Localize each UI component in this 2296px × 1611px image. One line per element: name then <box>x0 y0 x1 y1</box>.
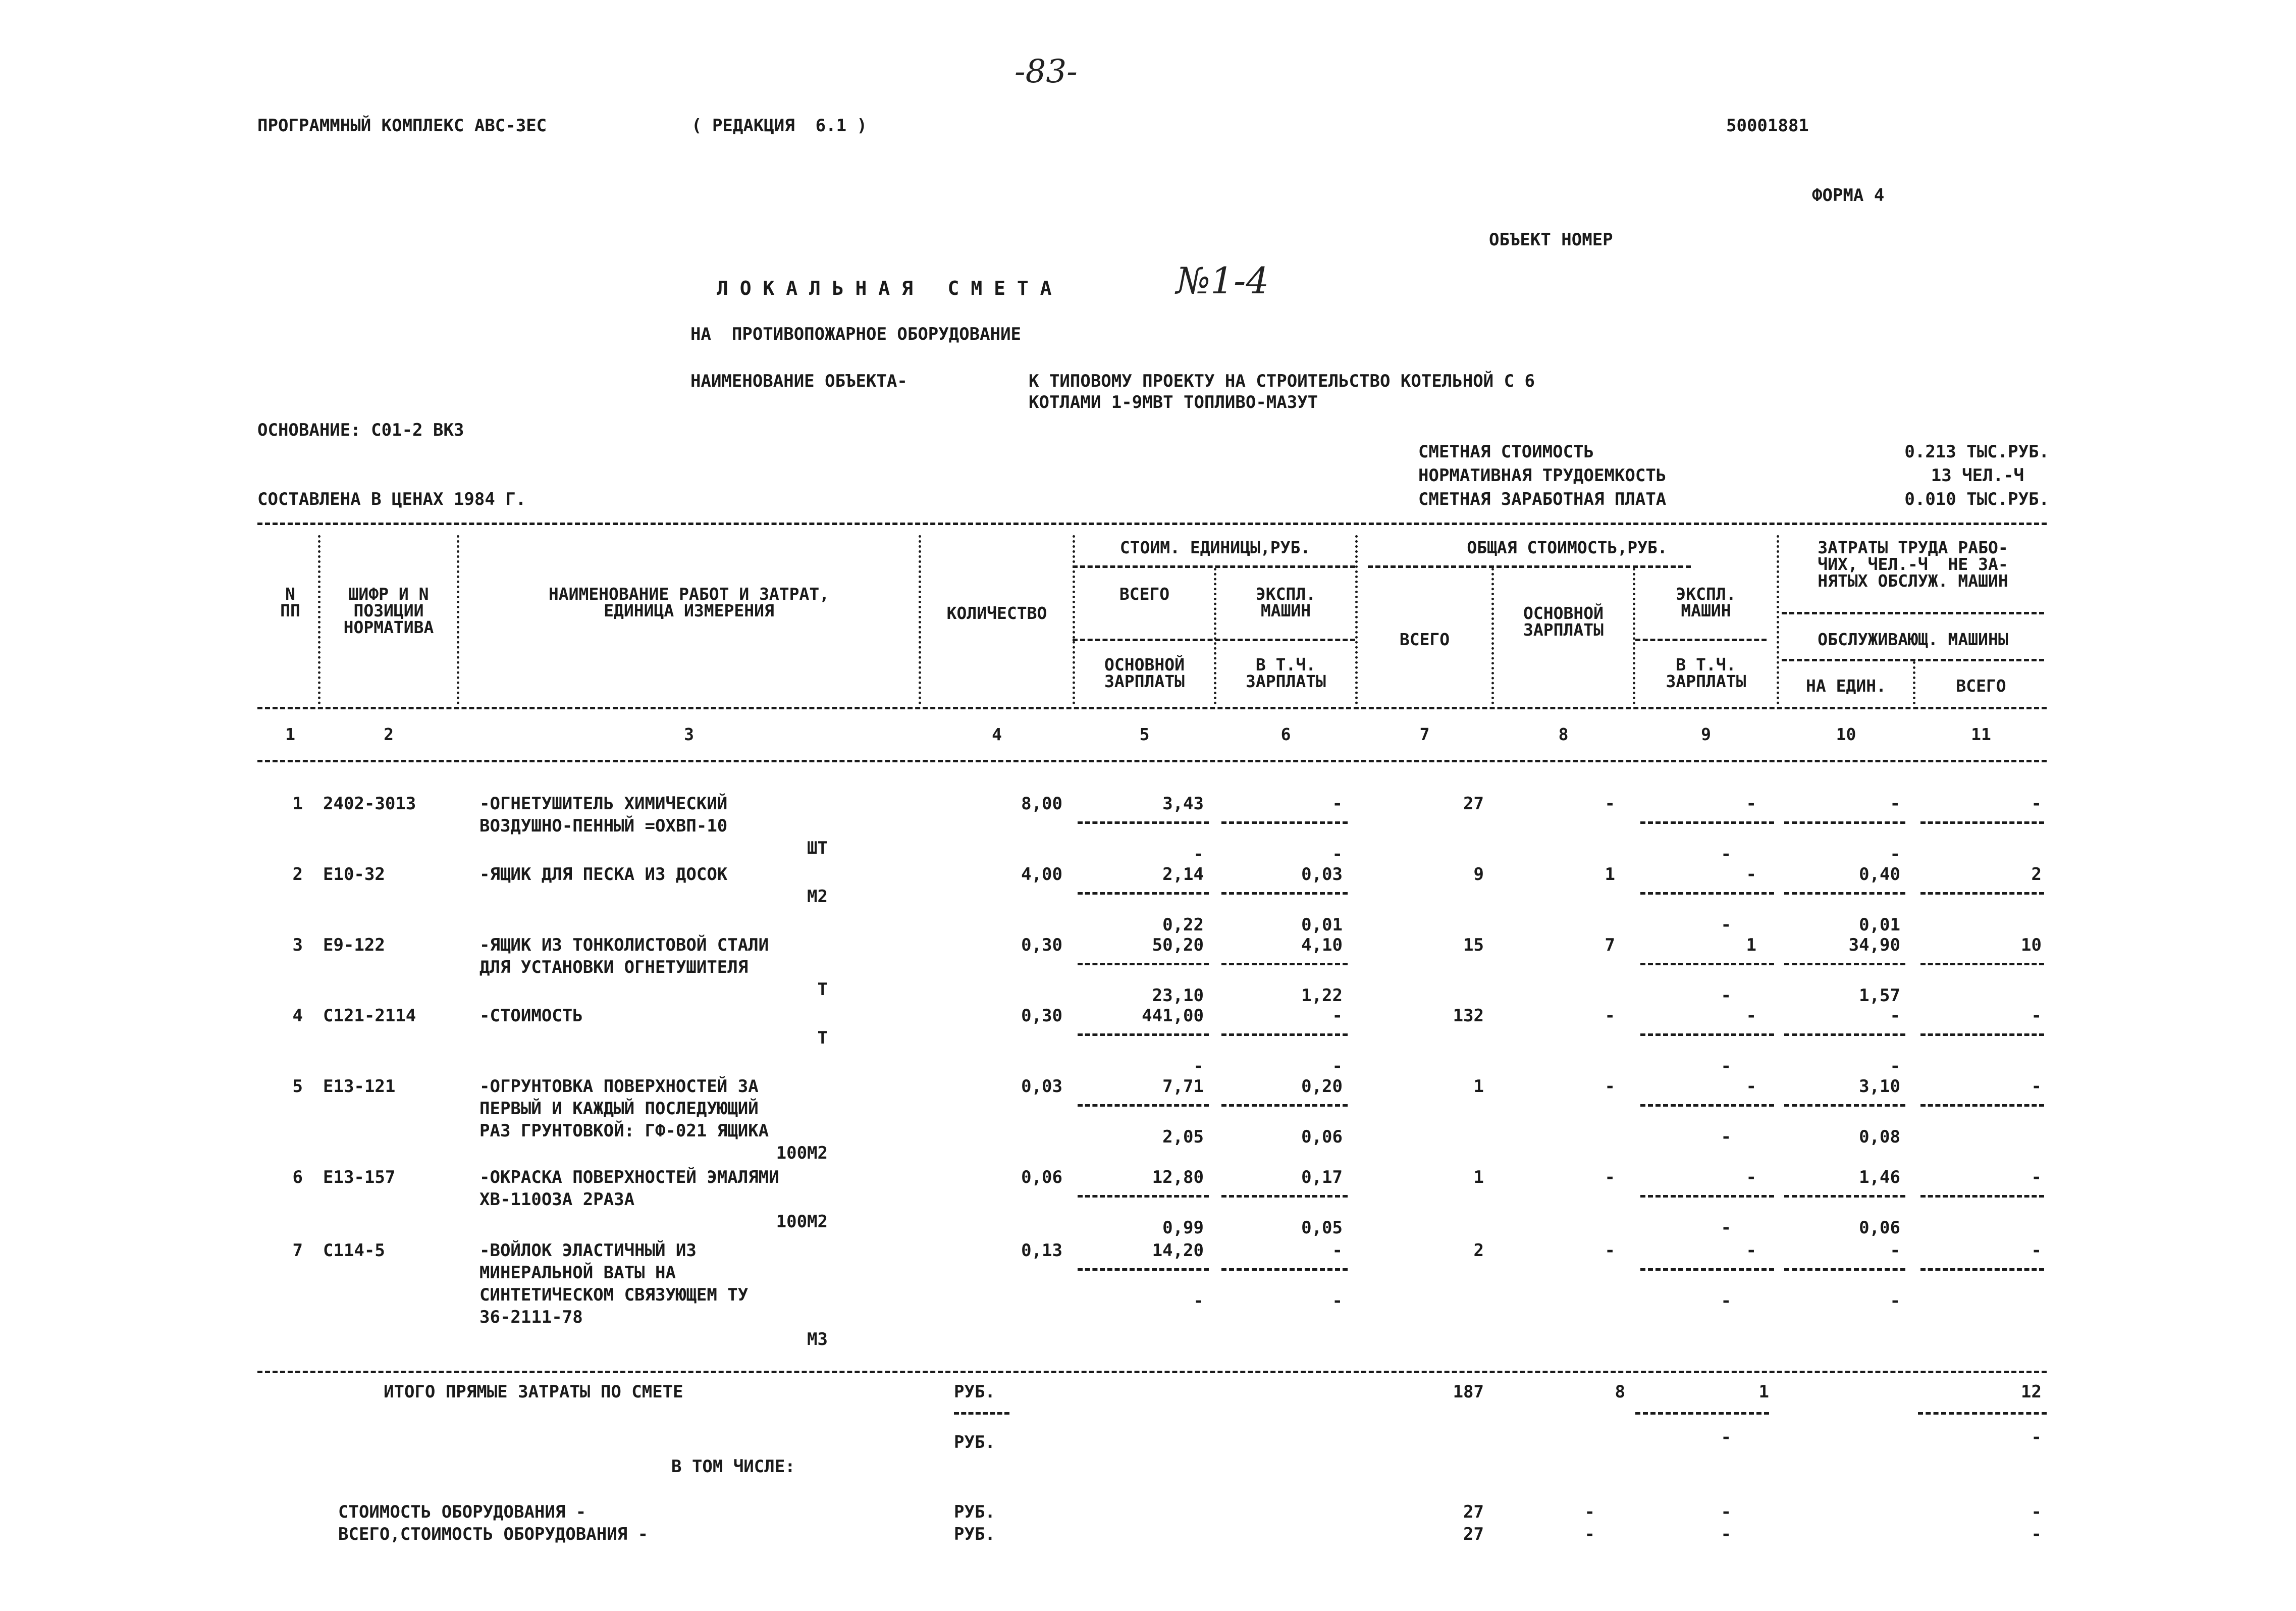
row-unit: 100М2 <box>776 1212 828 1232</box>
row-quantity: 0,13 <box>1021 1240 1062 1261</box>
row-col8-wage: - <box>1605 1167 1615 1187</box>
total-equipment-col7: 27 <box>1463 1524 1484 1544</box>
totals-col9: 1 <box>1758 1382 1769 1402</box>
col-header-name: НАИМЕНОВАНИЕ РАБОТ И ЗАТРАТ, ЕДИНИЦА ИЗМЕРЕНИЯ <box>548 584 830 620</box>
row-col11-total: - <box>2031 1006 2042 1026</box>
group-header-unit-cost: СТОИМ. ЕДИНИЦЫ,РУБ. <box>1119 538 1311 557</box>
row-col7-total: 1 <box>1473 1167 1484 1187</box>
cell-underline <box>1078 892 1209 895</box>
cell-underline <box>1078 1268 1209 1271</box>
row-col10-unit: - <box>1890 794 1900 814</box>
header-bottom-rule <box>257 707 2047 709</box>
row-col9-wage: - <box>1721 1218 1731 1238</box>
handwritten-estimate-number: №1-4 <box>1176 259 1269 302</box>
cell-underline <box>1920 963 2044 965</box>
row-col9-wage: - <box>1721 844 1731 864</box>
cell-underline <box>1784 963 1905 965</box>
row-number: 6 <box>292 1167 303 1187</box>
cell-underline <box>1078 1195 1209 1198</box>
row-col10-unit: - <box>1890 1006 1900 1026</box>
totals-label: ИТОГО ПРЯМЫЕ ЗАТРАТЫ ПО СМЕТЕ <box>384 1382 683 1402</box>
row-name-line: -СТОИМОСТЬ <box>479 1006 583 1026</box>
including-label: В ТОМ ЧИСЛЕ: <box>671 1457 795 1477</box>
row-col9-machines: - <box>1746 1167 1756 1187</box>
cell-underline <box>1920 892 2044 895</box>
col-header-6a: ЭКСПЛ. МАШИН <box>1255 584 1316 620</box>
row-col5-total: 7,71 <box>1162 1076 1204 1097</box>
cell-underline <box>1640 821 1774 824</box>
col-header-8: ОСНОВНОЙ ЗАРПЛАТЫ <box>1523 603 1604 640</box>
row-col6-machines: 0,20 <box>1301 1076 1343 1097</box>
totals-unit: РУБ. <box>954 1382 995 1402</box>
row-name-line: ВОЗДУШНО-ПЕННЫЙ =ОХВП-10 <box>479 816 728 836</box>
row-col5-wage: - <box>1193 1056 1204 1076</box>
row-col9-wage: - <box>1721 915 1731 935</box>
row-name-line: -ОКРАСКА ПОВЕРХНОСТЕЙ ЭМАЛЯМИ <box>479 1167 779 1187</box>
row-name-line: ПЕРВЫЙ И КАЖДЫЙ ПОСЛЕДУЮЩИЙ <box>479 1099 759 1119</box>
row-code: Е9-122 <box>323 935 385 955</box>
cell-underline <box>1784 1104 1905 1107</box>
row-col10-unit: 1,46 <box>1859 1167 1900 1187</box>
row-col11-total: - <box>2031 794 2042 814</box>
basis-line: ОСНОВАНИЕ: С01-2 ВК3 <box>257 420 464 440</box>
row-col10-unit-2: 0,06 <box>1859 1218 1900 1238</box>
total-equipment-label: ВСЕГО,СТОИМОСТЬ ОБОРУДОВАНИЯ - <box>338 1524 649 1544</box>
object-name-label: НАИМЕНОВАНИЕ ОБЪЕКТА- <box>690 371 907 391</box>
group-header-labor: ЗАТРАТЫ ТРУДА РАБО- ЧИХ, ЧЕЛ.-Ч НЕ ЗА- НЯТЫХ ОБСЛУЖ. МАШИН <box>1818 538 2008 591</box>
col-number: 9 <box>1701 724 1711 744</box>
row-col10-unit-2: 0,08 <box>1859 1127 1900 1147</box>
row-name-line: РАЗ ГРУНТОВКОЙ: ГФ-021 ЯЩИКА <box>479 1121 769 1141</box>
col-number: 1 <box>285 724 295 744</box>
cell-underline <box>1920 1268 2044 1271</box>
row-unit: М3 <box>807 1329 828 1349</box>
row-col5-wage: 2,05 <box>1162 1127 1204 1147</box>
col-header-11: ВСЕГО <box>1956 676 2006 696</box>
row-col11-total: - <box>2031 1240 2042 1261</box>
col-number: 5 <box>1139 724 1150 744</box>
row-number: 3 <box>292 935 303 955</box>
software-edition: ( РЕДАКЦИЯ 6.1 ) <box>691 116 867 136</box>
row-col7-total: 15 <box>1463 935 1484 955</box>
cell-underline <box>1078 1104 1209 1107</box>
row-col11-total: - <box>2031 1076 2042 1097</box>
row-name-line: ХВ-110ОЗА 2РАЗА <box>479 1189 635 1210</box>
equipment-cost-col8: - <box>1584 1502 1595 1522</box>
row-col5-total: 2,14 <box>1162 864 1204 885</box>
row-col9-wage: - <box>1721 1291 1731 1311</box>
col-number: 2 <box>384 724 394 744</box>
row-col9-machines: - <box>1746 1076 1756 1097</box>
col-number: 3 <box>684 724 694 744</box>
form-label: ФОРМА 4 <box>1812 185 1885 205</box>
row-col5-wage: - <box>1193 844 1204 864</box>
total-equipment-col11: - <box>2031 1524 2042 1544</box>
row-col10-unit-2: - <box>1890 1291 1900 1311</box>
cell-underline <box>1920 1033 2044 1036</box>
row-code: Е13-121 <box>323 1076 396 1097</box>
row-quantity: 0,30 <box>1021 1006 1062 1026</box>
col-sep <box>1355 535 1358 704</box>
row-col7-total: 9 <box>1473 864 1484 885</box>
price-level-line: СОСТАВЛЕНА В ЦЕНАХ 1984 Г. <box>257 489 526 509</box>
row-col5-wage: 0,99 <box>1162 1218 1204 1238</box>
row-col8-wage: 7 <box>1605 935 1615 955</box>
row-col5-total: 3,43 <box>1162 794 1204 814</box>
col-header-9a: ЭКСПЛ. МАШИН <box>1676 584 1736 620</box>
cell-underline <box>1784 892 1905 895</box>
row-col8-wage: 1 <box>1605 864 1615 885</box>
row-unit: М2 <box>807 887 828 907</box>
software-name: ПРОГРАММНЫЙ КОМПЛЕКС АВС-3ЕС <box>257 116 547 136</box>
row-col6-machines: 4,10 <box>1301 935 1343 955</box>
cell-underline <box>1920 821 2044 824</box>
row-name-line: 36-2111-78 <box>479 1307 583 1327</box>
col-sep <box>457 535 459 704</box>
total-equipment-unit: РУБ. <box>954 1524 995 1544</box>
cell-underline <box>1221 1195 1348 1198</box>
cell-underline <box>1784 1195 1905 1198</box>
row-code: С121-2114 <box>323 1006 416 1026</box>
col-header-qty: КОЛИЧЕСТВО <box>946 603 1047 623</box>
cell-underline <box>1221 1104 1348 1107</box>
row-col6-wage: 0,06 <box>1301 1127 1343 1147</box>
row-col9-wage: - <box>1721 1056 1731 1076</box>
object-name-line1: К ТИПОВОМУ ПРОЕКТУ НА СТРОИТЕЛЬСТВО КОТЕЛЬНОЙ С 6 <box>1029 371 1535 391</box>
row-col9-machines: 1 <box>1746 935 1756 955</box>
cell-underline <box>1784 821 1905 824</box>
summary-value-wage: 0.010 ТЫС.РУБ. <box>1904 489 2049 509</box>
row-col10-unit: - <box>1890 1240 1900 1261</box>
row-col10-unit: 3,10 <box>1859 1076 1900 1097</box>
row-col7-total: 2 <box>1473 1240 1484 1261</box>
cell-underline <box>1221 821 1348 824</box>
col-header-9b: В Т.Ч. ЗАРПЛАТЫ <box>1666 655 1746 691</box>
cell-underline <box>1078 1033 1209 1036</box>
row-col5-wage: 23,10 <box>1152 985 1204 1006</box>
row-col8-wage: - <box>1605 794 1615 814</box>
row-code: 2402-3013 <box>323 794 416 814</box>
row-unit: Т <box>817 1028 828 1048</box>
handwritten-page-number: -83- <box>1014 53 1078 90</box>
row-col6-machines: - <box>1332 1240 1343 1261</box>
col-number: 11 <box>1971 724 1991 744</box>
row-quantity: 0,03 <box>1021 1076 1062 1097</box>
group-header-total-cost: ОБЩАЯ СТОИМОСТЬ,РУБ. <box>1467 538 1668 557</box>
cell-underline <box>1640 892 1774 895</box>
row-quantity: 4,00 <box>1021 864 1062 885</box>
row-col6-wage: 1,22 <box>1301 985 1343 1006</box>
group-header-labor-2: ОБСЛУЖИВАЮЩ. МАШИНЫ <box>1818 630 2008 649</box>
row-col6-machines: - <box>1332 1006 1343 1026</box>
object-number-label: ОБЪЕКТ НОМЕР <box>1489 230 1613 250</box>
row-col9-wage: - <box>1721 1127 1731 1147</box>
row-name-line: -ЯЩИК ДЛЯ ПЕСКА ИЗ ДОСОК <box>479 864 728 885</box>
row-col9-machines: - <box>1746 1240 1756 1261</box>
summary-label-wage: СМЕТНАЯ ЗАРАБОТНАЯ ПЛАТА <box>1418 489 1667 509</box>
col-number: 7 <box>1419 724 1430 744</box>
equipment-cost-label: СТОИМОСТЬ ОБОРУДОВАНИЯ - <box>338 1502 586 1522</box>
row-col10-unit-2: 1,57 <box>1859 985 1900 1006</box>
row-col7-total: 27 <box>1463 794 1484 814</box>
summary-value-cost: 0.213 ТЫС.РУБ. <box>1904 442 2049 462</box>
col-header-6b: В Т.Ч. ЗАРПЛАТЫ <box>1246 655 1326 691</box>
totals-underline <box>1918 1412 2047 1415</box>
row-code: Е13-157 <box>323 1167 396 1187</box>
equipment-cost-col7: 27 <box>1463 1502 1484 1522</box>
col-header-10: НА ЕДИН. <box>1806 676 1886 696</box>
row-code: Е10-32 <box>323 864 385 885</box>
row-col6-machines: - <box>1332 794 1343 814</box>
object-name-line2: КОТЛАМИ 1-9МВТ ТОПЛИВО-МАЗУТ <box>1029 392 1318 412</box>
numbers-bottom-rule <box>257 760 2047 762</box>
estimate-subject: НА ПРОТИВОПОЖАРНОЕ ОБОРУДОВАНИЕ <box>690 324 1022 344</box>
split-total-cost <box>1368 565 1691 568</box>
cell-underline <box>1920 1195 2044 1198</box>
row-col5-total: 14,20 <box>1152 1240 1204 1261</box>
summary-value-labor: 13 ЧЕЛ.-Ч <box>1931 465 2024 486</box>
cell-underline <box>1078 821 1209 824</box>
row-name-line: -ЯЩИК ИЗ ТОНКОЛИСТОВОЙ СТАЛИ <box>479 935 769 955</box>
cell-underline <box>1920 1104 2044 1107</box>
cell-underline <box>1640 963 1774 965</box>
cell-underline <box>1221 892 1348 895</box>
cell-underline <box>1640 1033 1774 1036</box>
totals-col11: 12 <box>2021 1382 2042 1402</box>
row-code: С114-5 <box>323 1240 385 1261</box>
row-col8-wage: - <box>1605 1076 1615 1097</box>
row-col8-wage: - <box>1605 1006 1615 1026</box>
row-name-line: -ОГНЕТУШИТЕЛЬ ХИМИЧЕСКИЙ <box>479 794 728 814</box>
col-number: 10 <box>1836 724 1856 744</box>
row-col6-wage: - <box>1332 844 1343 864</box>
table-top-rule <box>257 523 2047 525</box>
cell-underline <box>1221 963 1348 965</box>
row-col11-total: 10 <box>2021 935 2042 955</box>
row-col9-machines: - <box>1746 1006 1756 1026</box>
row-col10-unit: 34,90 <box>1848 935 1900 955</box>
totals-underline <box>1635 1412 1769 1415</box>
total-equipment-col9: - <box>1721 1524 1731 1544</box>
row-col5-total: 12,80 <box>1152 1167 1204 1187</box>
totals-unit-2: РУБ. <box>954 1432 995 1452</box>
totals-col8: 8 <box>1615 1382 1625 1402</box>
cell-underline <box>1078 963 1209 965</box>
col-number: 8 <box>1558 724 1569 744</box>
col-header-code: ШИФР И N ПОЗИЦИИ НОРМАТИВА <box>343 584 434 637</box>
row-col10-unit-2: - <box>1890 1056 1900 1076</box>
row-col10-unit-2: 0,01 <box>1859 915 1900 935</box>
total-equipment-col8: - <box>1584 1524 1595 1544</box>
col-number: 6 <box>1280 724 1291 744</box>
totals-col7: 187 <box>1453 1382 1484 1402</box>
row-number: 5 <box>292 1076 303 1097</box>
col-header-5b: ОСНОВНОЙ ЗАРПЛАТЫ <box>1104 655 1185 691</box>
row-quantity: 0,30 <box>1021 935 1062 955</box>
cell-underline <box>1784 1033 1905 1036</box>
document-title: Л О К А Л Ь Н А Я С М Е Т А <box>717 277 1052 299</box>
cell-underline <box>1221 1033 1348 1036</box>
cell-underline <box>1640 1104 1774 1107</box>
col-header-7: ВСЕГО <box>1399 630 1450 649</box>
summary-label-cost: СМЕТНАЯ СТОИМОСТЬ <box>1418 442 1594 462</box>
row-unit: 100М2 <box>776 1143 828 1163</box>
row-col6-machines: 0,17 <box>1301 1167 1343 1187</box>
col-header-5a: ВСЕГО <box>1119 584 1170 604</box>
row-col5-total: 50,20 <box>1152 935 1204 955</box>
summary-label-labor: НОРМАТИВНАЯ ТРУДОЕМКОСТЬ <box>1418 465 1667 486</box>
split-total-cost-2 <box>1635 639 1767 641</box>
equipment-cost-unit: РУБ. <box>954 1502 995 1522</box>
equipment-cost-col9: - <box>1721 1502 1731 1522</box>
row-name-line: ДЛЯ УСТАНОВКИ ОГНЕТУШИТЕЛЯ <box>479 957 749 977</box>
equipment-cost-col11: - <box>2031 1502 2042 1522</box>
row-col7-total: 1 <box>1473 1076 1484 1097</box>
row-number: 2 <box>292 864 303 885</box>
row-col6-machines: 0,03 <box>1301 864 1343 885</box>
row-col11-total: - <box>2031 1167 2042 1187</box>
col-number: 4 <box>992 724 1002 744</box>
row-col11-total: 2 <box>2031 864 2042 885</box>
row-name-line: -ОГРУНТОВКА ПОВЕРХНОСТЕЙ ЗА <box>479 1076 759 1097</box>
cell-underline <box>1640 1195 1774 1198</box>
row-number: 1 <box>292 794 303 814</box>
row-quantity: 8,00 <box>1021 794 1062 814</box>
row-col10-unit-2: - <box>1890 844 1900 864</box>
row-number: 4 <box>292 1006 303 1026</box>
row-col5-wage: 0,22 <box>1162 915 1204 935</box>
row-name-line: -ВОЙЛОК ЭЛАСТИЧНЫЙ ИЗ <box>479 1240 697 1261</box>
split-labor <box>1782 612 2044 614</box>
row-unit: Т <box>817 979 828 1000</box>
row-col6-wage: 0,05 <box>1301 1218 1343 1238</box>
row-col8-wage: - <box>1605 1240 1615 1261</box>
row-col7-total: 132 <box>1453 1006 1484 1026</box>
totals-col11-2: - <box>2031 1427 2042 1447</box>
cell-underline <box>1640 1268 1774 1271</box>
row-col10-unit: 0,40 <box>1859 864 1900 885</box>
totals-underline <box>954 1412 1009 1415</box>
col-header-n: N ПП <box>280 584 300 620</box>
row-col9-wage: - <box>1721 985 1731 1006</box>
row-col5-wage: - <box>1193 1291 1204 1311</box>
body-bottom-rule <box>257 1371 2047 1373</box>
row-col9-machines: - <box>1746 864 1756 885</box>
row-name-line: МИНЕРАЛЬНОЙ ВАТЫ НА <box>479 1263 676 1283</box>
row-col6-wage: - <box>1332 1291 1343 1311</box>
row-unit: ШТ <box>807 838 828 858</box>
row-col6-wage: 0,01 <box>1301 915 1343 935</box>
cell-underline <box>1784 1268 1905 1271</box>
row-name-line: СИНТЕТИЧЕСКОМ СВЯЗУЮЩЕМ ТУ <box>479 1285 749 1305</box>
row-col6-wage: - <box>1332 1056 1343 1076</box>
row-quantity: 0,06 <box>1021 1167 1062 1187</box>
document-number: 50001881 <box>1726 116 1809 136</box>
row-number: 7 <box>292 1240 303 1261</box>
row-col9-machines: - <box>1746 794 1756 814</box>
row-col5-total: 441,00 <box>1142 1006 1204 1026</box>
cell-underline <box>1221 1268 1348 1271</box>
totals-col9-2: - <box>1721 1427 1731 1447</box>
